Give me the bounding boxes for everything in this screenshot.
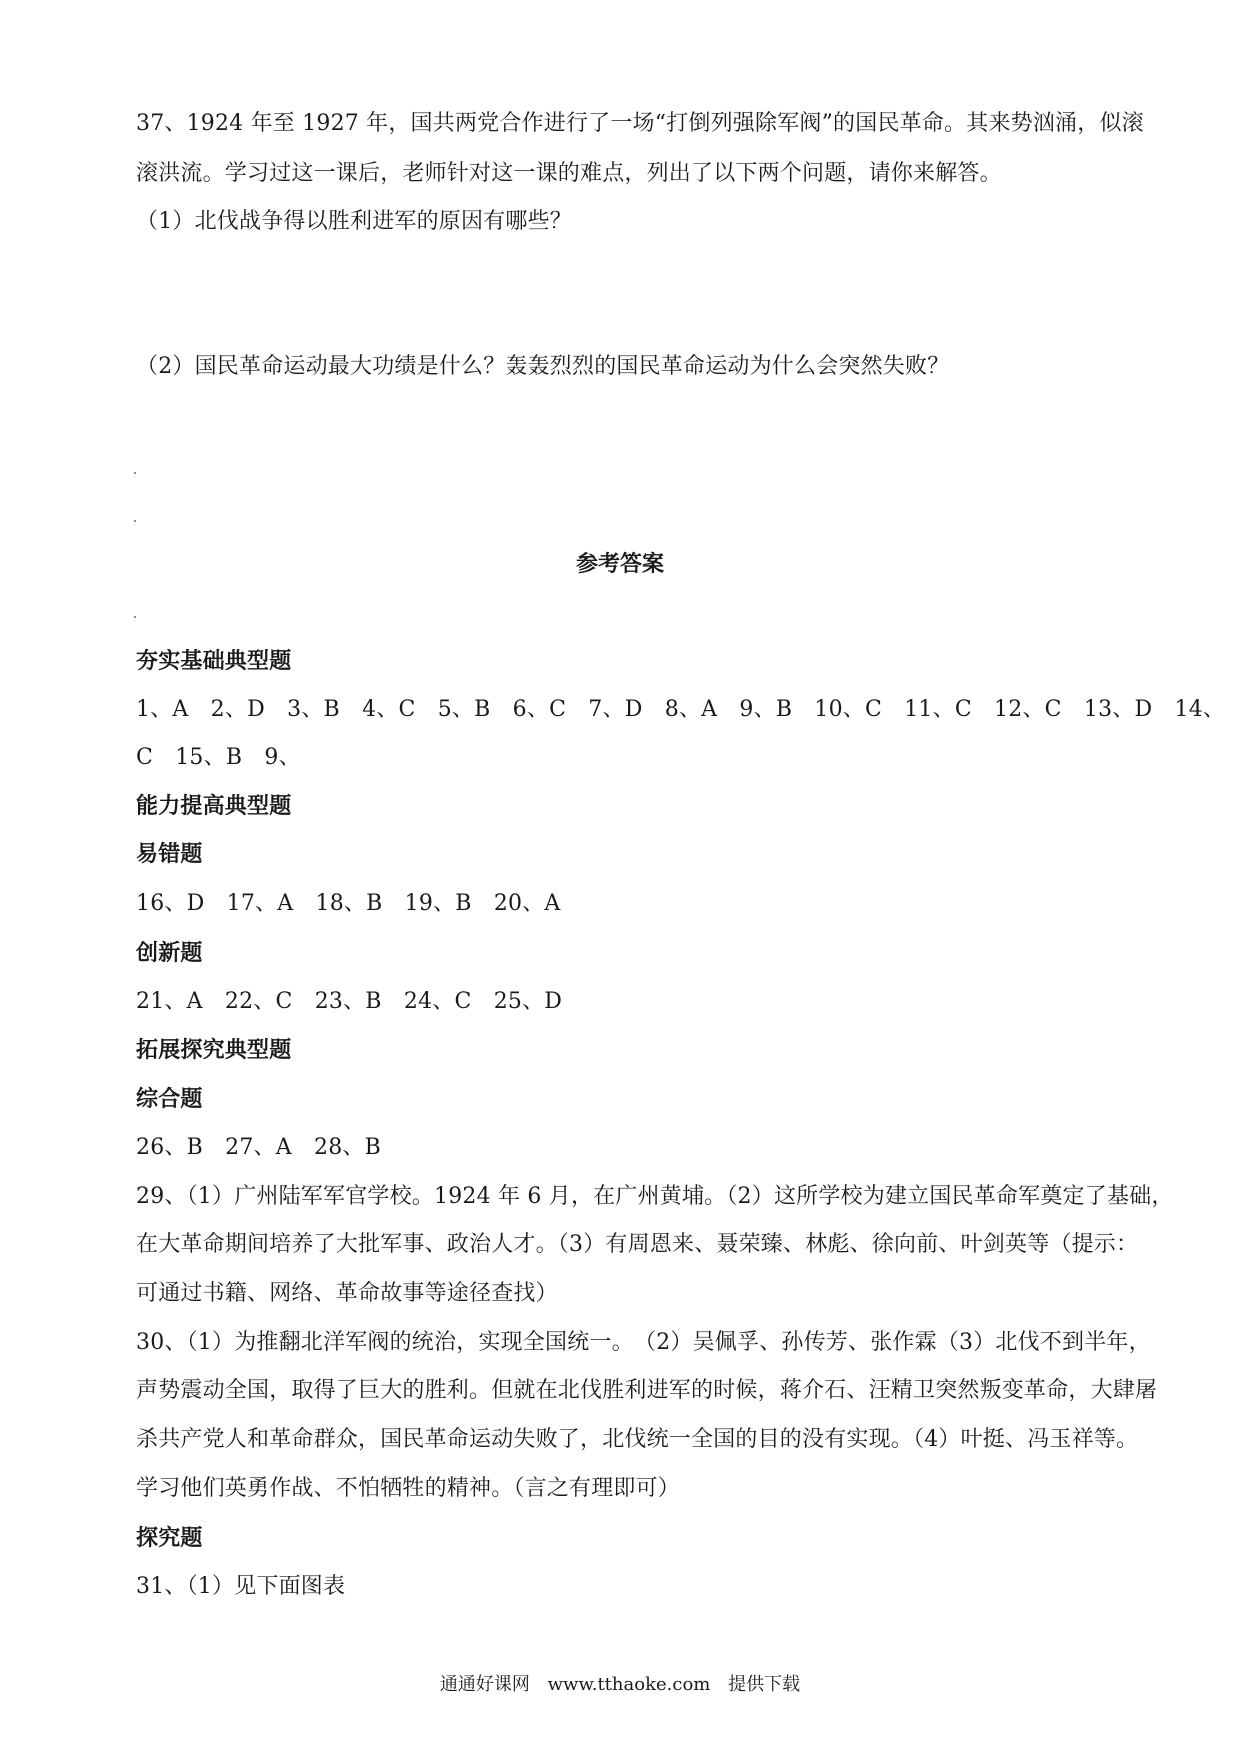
question-37-line-1: 37、1924 年至 1927 年，国共两党合作进行了一场“打倒列强除军阀”的国民革命。其来势汹涌，似滚 (136, 111, 1144, 136)
basic-answers-line-1: 1、A 2、D 3、B 4、C 5、B 6、C 7、D 8、A 9、B 10、C 11、C 12、C 13、D 14、 (136, 697, 1226, 722)
answer-30-line-4: 学习他们英勇作战、不怕牺牲的精神。（言之有理即可） (136, 1476, 681, 1501)
scan-mark (134, 520, 136, 522)
section-heading-basic: 夯实基础典型题 (136, 648, 292, 674)
answer-30-line-1: 30、（1）为推翻北洋军阀的统治，实现全国统一。 （2）吴佩孚、孙传芳、张作霖（3）北伐不到半年， (136, 1330, 1151, 1355)
footer-note: 提供下载 (728, 1674, 801, 1695)
answer-29-line-3: 可通过书籍、网络、革命故事等途径查找） (136, 1281, 558, 1306)
innovation-answers-line: 21、A 22、C 23、B 24、C 25、D (136, 989, 563, 1014)
section-heading-comprehensive: 综合题 (136, 1086, 203, 1112)
question-37-sub-2: （2）国民革命运动最大功绩是什么？轰轰烈烈的国民革命运动为什么会突然失败？ (136, 354, 950, 379)
question-37-line-2: 滚洪流。学习过这一课后，老师针对这一课的难点，列出了以下两个问题，请你来解答。 (136, 161, 1002, 186)
scan-mark (134, 472, 136, 474)
answer-key-title: 参考答案 (575, 551, 664, 577)
error-answers-line: 16、D 17、A 18、B 19、B 20、A (136, 891, 561, 916)
section-heading-innovation: 创新题 (136, 940, 203, 966)
footer-site-name: 通通好课网 (439, 1674, 530, 1695)
answer-30-line-2: 声势震动全国，取得了巨大的胜利。但就在北伐胜利进军的时候，蒋介石、汪精卫突然叛变革命，大肆屠 (136, 1378, 1158, 1403)
answer-29-line-2: 在大革命期间培养了大批军事、政治人才。（3）有周恩来、聂荣臻、林彪、徐向前、叶剑英等（提示： (136, 1232, 1139, 1257)
section-heading-error: 易错题 (136, 841, 203, 867)
answer-31-line-1: 31、（1）见下面图表 (136, 1574, 346, 1599)
basic-answers-line-2: C 15、B 9、 (136, 745, 301, 770)
comprehensive-answers-line: 26、B 27、A 28、B (136, 1135, 382, 1160)
section-heading-ability: 能力提高典型题 (136, 793, 292, 819)
page-footer (0, 1672, 1240, 1698)
answer-30-line-3: 杀共产党人和革命群众，国民革命运动失败了，北伐统一全国的目的没有实现。（4）叶挺、冯玉祥等。 (136, 1427, 1139, 1452)
answer-29-line-1: 29、（1）广州陆军军官学校。1924 年 6 月，在广州黄埔。（2）这所学校为建立国民革命军奠定了基础， (136, 1184, 1174, 1209)
footer-url: www.tthaoke.com (547, 1674, 711, 1695)
section-heading-explore: 探究题 (136, 1525, 203, 1551)
question-37-sub-1: （1）北伐战争得以胜利进军的原因有哪些？ (136, 209, 572, 234)
scan-mark (134, 616, 136, 618)
section-heading-extend: 拓展探究典型题 (136, 1037, 292, 1063)
